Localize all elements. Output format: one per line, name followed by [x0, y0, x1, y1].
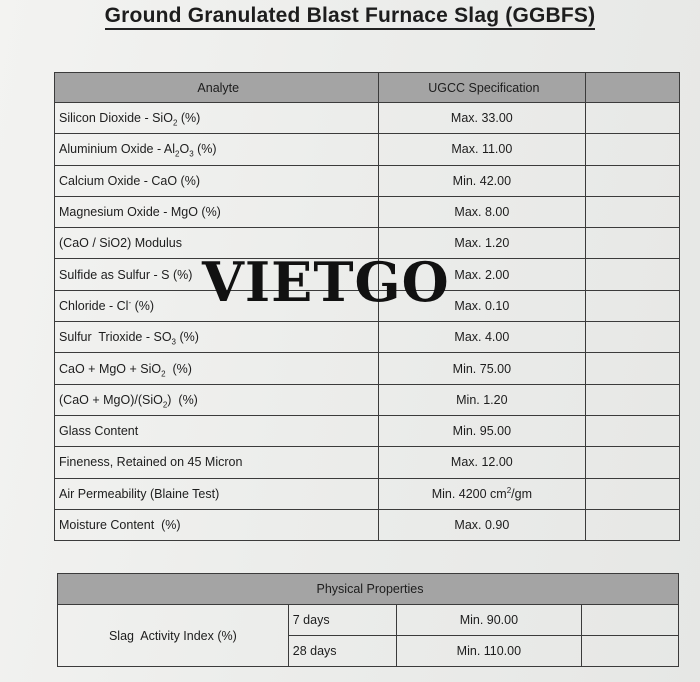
analyte-cell: Aluminium Oxide - $Al_2O_3$ (%) — [55, 134, 379, 165]
empty-cell — [586, 290, 680, 321]
spec-value: Min. 75.00 — [378, 353, 586, 384]
table-row — [55, 415, 680, 446]
header-blank — [586, 73, 680, 103]
table-row — [55, 384, 680, 415]
empty-cell — [586, 509, 680, 540]
slag-activity-index-label: Slag Activity Index (%) — [58, 605, 289, 667]
age-cell: 28 days — [288, 636, 396, 667]
table-row — [55, 134, 680, 165]
spec-value: Min. 95.00 — [378, 415, 586, 446]
empty-cell — [586, 259, 680, 290]
empty-cell — [582, 605, 679, 636]
table-row — [55, 196, 680, 227]
age-cell: 7 days — [288, 605, 396, 636]
empty-cell — [586, 165, 680, 196]
table-row — [55, 509, 680, 540]
table-row — [55, 165, 680, 196]
physical-header-row — [58, 574, 679, 605]
empty-cell — [586, 228, 680, 259]
empty-cell — [582, 636, 679, 667]
analyte-cell: Silicon Dioxide - SiO$_2$ (%) — [55, 103, 379, 134]
spec-value: Min. 4200 $cm^2/gm$ — [378, 478, 586, 509]
analyte-cell: Moisture Content (%) — [55, 509, 379, 540]
table-row — [58, 605, 679, 636]
spec-value: Max. 4.00 — [378, 322, 586, 353]
spec-value: Max. 33.00 — [378, 103, 586, 134]
header-physical-properties: Physical Properties — [58, 574, 679, 605]
empty-cell — [586, 103, 680, 134]
spec-value: Min. 42.00 — [378, 165, 586, 196]
analyte-cell: (CaO / SiO2) Modulus — [55, 228, 379, 259]
empty-cell — [586, 478, 680, 509]
spec-value: Max. 12.00 — [378, 447, 586, 478]
analyte-cell: Magnesium Oxide - MgO (%) — [55, 196, 379, 227]
analyte-cell: Calcium Oxide - CaO (%) — [55, 165, 379, 196]
empty-cell — [586, 447, 680, 478]
table-row — [55, 478, 680, 509]
analyte-cell: (CaO + MgO)/(SiO$_2$) (%) — [55, 384, 379, 415]
physical-properties-table — [57, 573, 679, 667]
analyte-cell: CaO + MgO + SiO$_2$ (%) — [55, 353, 379, 384]
spec-header-row — [55, 73, 680, 103]
spec-value: Max. 0.10 — [378, 290, 586, 321]
empty-cell — [586, 134, 680, 165]
spec-value: Max. 0.90 — [378, 509, 586, 540]
analyte-cell: Air Permeability (Blaine Test) — [55, 478, 379, 509]
spec-value: Max. 8.00 — [378, 196, 586, 227]
spec-value: Min. 1.20 — [378, 384, 586, 415]
vietgo-watermark: VIETGO — [202, 250, 450, 314]
empty-cell — [586, 196, 680, 227]
spec-value: Max. 1.20 — [378, 228, 586, 259]
analyte-cell: Sulfide as Sulfur - S (%) — [55, 259, 379, 290]
empty-cell — [586, 353, 680, 384]
table-row — [55, 103, 680, 134]
document-title: Ground Granulated Blast Furnace Slag (GGBFS) — [0, 4, 700, 28]
table-row — [55, 322, 680, 353]
table-row — [55, 447, 680, 478]
analyte-cell: Glass Content — [55, 415, 379, 446]
analyte-cell: Fineness, Retained on 45 Micron — [55, 447, 379, 478]
spec-value: Min. 90.00 — [396, 605, 582, 636]
empty-cell — [586, 415, 680, 446]
spec-value: Max. 2.00 — [378, 259, 586, 290]
spec-value: Min. 110.00 — [396, 636, 582, 667]
analyte-cell: Sulfur Trioxide - $SO_3$ (%) — [55, 322, 379, 353]
empty-cell — [586, 384, 680, 415]
table-row — [55, 353, 680, 384]
empty-cell — [586, 322, 680, 353]
analyte-cell: Chloride - Cl- (%) — [55, 290, 379, 321]
header-analyte: Analyte — [55, 73, 379, 103]
header-ugcc-specification: UGCC Specification — [378, 73, 586, 103]
spec-value: Max. 11.00 — [378, 134, 586, 165]
